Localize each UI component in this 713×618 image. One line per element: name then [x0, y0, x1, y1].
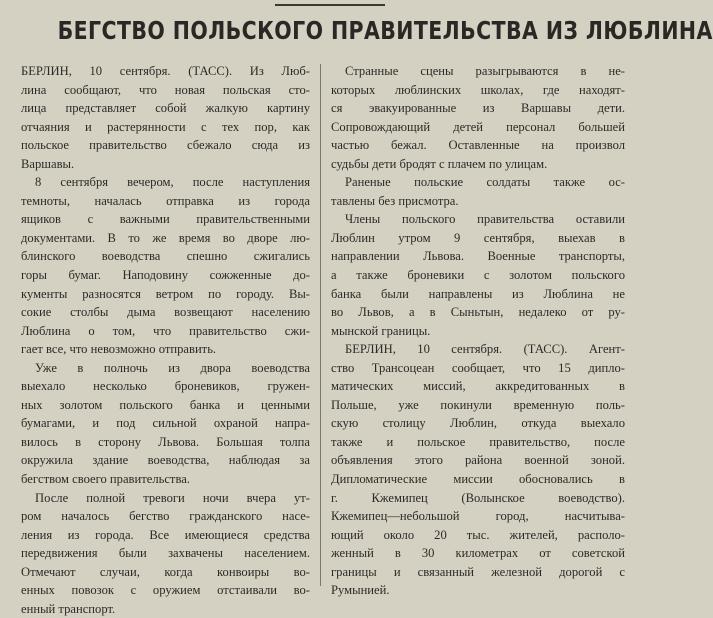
text-line: польское правительство сбежало сюда из — [21, 138, 310, 153]
text-line: лица представляет собой жалкую картину — [21, 101, 310, 116]
column-divider — [320, 64, 321, 586]
text-line: темноты, началась отправка из города — [21, 193, 310, 208]
text-line: Люблин утром 9 сентября, выехав в — [331, 230, 625, 245]
text-line: Польше, уже покинули временную поль- — [331, 397, 625, 412]
text-line: Странные сцены разыгрываются в не- — [345, 64, 625, 78]
text-line: ящиков с важными правительственными — [21, 212, 310, 227]
text-line: Кжемипец—небольшой город, насчитыва- — [331, 509, 625, 524]
text-line: которых люблинских школах, где находят- — [331, 82, 625, 97]
text-line: БЕРЛИН, 10 сентября. (ТАСС). Из Люб- — [21, 64, 310, 78]
text-line: судьбы дети бродят с плачем по улицам. — [331, 156, 548, 171]
text-line: блинского воеводства спешно сжигались — [21, 249, 310, 264]
text-line: бегством своего правительства. — [21, 472, 190, 487]
right-column — [331, 62, 625, 600]
text-line: Варшавы. — [21, 156, 75, 171]
text-line: гает все, что невозможно отправить. — [21, 342, 217, 357]
text-line: ления из города. Все имеющиеся средства — [21, 527, 310, 542]
text-line: вилось в сторону Львова. Большая толпа — [21, 434, 310, 449]
text-line: Дипломатические миссии обосновались в — [331, 472, 625, 487]
text-line: енный транспорт. — [21, 601, 116, 616]
text-line: документами. В то же время во дворе лю- — [21, 230, 310, 245]
text-line: сокие столбы дыма возвещают населению — [21, 305, 310, 320]
text-line: выехало несколько броневиков, гружен- — [21, 379, 310, 394]
text-line: БЕРЛИН, 10 сентября. (ТАСС). Агент- — [345, 342, 625, 357]
text-line: Люблина о том, что правительство сжи- — [21, 323, 310, 338]
text-line: отчаяния и растерянности с тех пор, как — [21, 119, 310, 134]
text-line: объявления этого района военной зоной. — [331, 453, 625, 468]
text-line: После полной тревоги ночи вчера ут- — [35, 490, 310, 505]
text-line: мынской границы. — [331, 323, 431, 338]
text-line: ющий около 20 тыс. жителей, располо- — [331, 527, 625, 542]
text-line: кументы разносятся ветром по городу. Вы- — [21, 286, 310, 301]
text-line: скую столицу Люблин, откуда выехало — [331, 416, 625, 431]
text-line: енных повозок с оружием отстаивали во- — [21, 583, 310, 598]
text-line: окружила здание воеводства, наблюдая за — [21, 453, 310, 468]
text-line: Сопровождающий детей персонал большей — [331, 119, 625, 134]
text-line: а также броневики с золотом польского — [331, 268, 625, 283]
text-line: матических миссий, аккредитованных в — [331, 379, 625, 394]
text-line: ся эвакуированные из Варшавы дети. — [331, 101, 625, 116]
text-line: передвижения были захвачены населением. — [21, 546, 310, 561]
text-line: ром началось бегство гражданского насе- — [21, 509, 310, 524]
text-line: банка были направлены из Люблина не — [331, 286, 625, 301]
text-line: 8 сентября вечером, после наступления — [35, 175, 310, 190]
text-line: Члены польского правительства оставили — [345, 212, 625, 227]
text-line: направлении Львова. Военные транспорты, — [331, 249, 625, 264]
headline: БЕГСТВО ПОЛЬСКОГО ПРАВИТЕЛЬСТВА ИЗ ЛЮБЛИНА — [57, 16, 713, 45]
text-line: границы и связанный железной дорогой с — [331, 564, 625, 579]
text-line: Уже в полночь из двора воеводства — [35, 360, 310, 375]
text-line: Раненые польские солдаты также ос- — [345, 175, 625, 190]
top-rule — [275, 4, 385, 6]
text-line: тавлены без присмотра. — [331, 193, 459, 208]
text-line: частью бежал. Оставленные на произвол — [331, 138, 625, 153]
text-line: г. Кжемипец (Волынское воеводство). — [331, 490, 625, 505]
text-line: женный в 30 километрах от советской — [331, 546, 625, 561]
text-line: Отмечают случаи, когда конвоиры во- — [21, 564, 310, 579]
text-line: также и польское правительство, после — [331, 434, 625, 449]
text-line: во Львов, а в Сыньтын, недалеко от ру- — [331, 305, 625, 320]
text-line: горы бумаг. Наподовину сожженные до- — [21, 268, 310, 283]
text-line: лина сообщают, что новая польская сто- — [21, 82, 310, 97]
text-line: ных золотом польского банка и ценными — [21, 397, 310, 412]
text-line: ство Трансоцеан сообщает, что 15 дипло- — [331, 360, 625, 375]
text-line: бумагами, и под сильной охраной напра- — [21, 416, 310, 431]
text-line: Румынией. — [331, 583, 390, 598]
left-column — [21, 62, 310, 618]
